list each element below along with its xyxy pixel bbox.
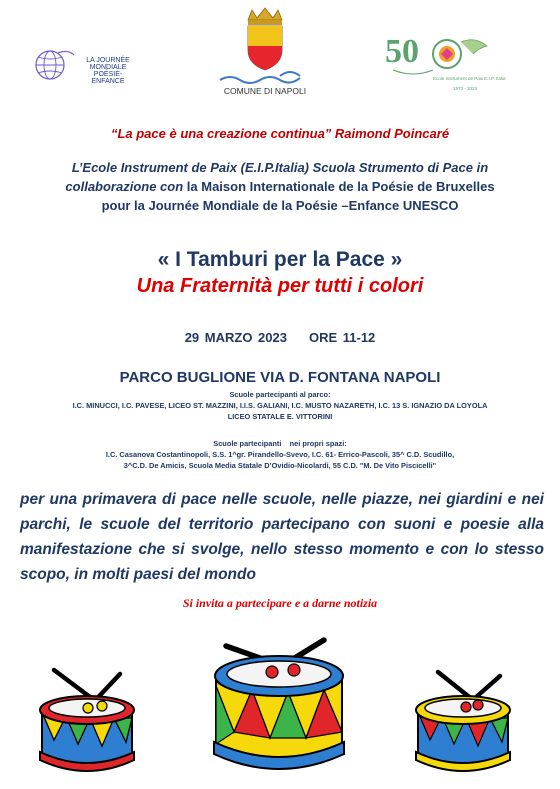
date-time (0, 330, 560, 345)
schools-park-label: Scuole partecipanti al parco: (229, 390, 331, 399)
comune-napoli-logo (210, 6, 320, 98)
blue-drum-icon (204, 634, 354, 784)
schools-park-list: I.C. MINUCCI, I.C. PAVESE, LICEO ST. MAZZINI, I.I.S. GALIANI, I.C. MUSTO NAZARETH, I.C. 13 S. IGNAZIO DA LOYOLA (72, 401, 488, 410)
quote (0, 126, 560, 141)
eip-anniversary-logo-icon (383, 24, 506, 96)
journee-logo-text (78, 57, 138, 85)
schools-own-list: 3^C.D. De Amicis, Scuola Media Statale D’Ovidio-Nicolardi, 55 C.D. "M. De Vito Piscicelli" (123, 461, 437, 470)
eip-50-logo (383, 24, 506, 96)
yellow-drum-icon (408, 668, 518, 780)
event-subtitle: Una Fraternità per tutti i colori (136, 275, 424, 297)
quote-text: “La pace è una creazione continua” (110, 126, 332, 141)
event-title: « I Tamburi per la Pace » (157, 248, 403, 271)
event-time: ORE 11-12 (308, 330, 376, 345)
logo-line: MONDIALE (89, 64, 127, 71)
intro-line-1 (0, 160, 560, 175)
logo-line: LA JOURNÉE (86, 57, 130, 64)
globe-logo-icon (28, 45, 78, 85)
intro-line-1-text: L’Ecole Instrument de Paix (E.I.P.Italia) Scuola Strumento di Pace in (71, 160, 489, 175)
comune-napoli-caption: COMUNE DI NAPOLI (223, 86, 307, 96)
event-date: 29 MARZO 2023 (184, 330, 287, 345)
schools-park-list: LICEO STATALE E. VITTORINI (227, 412, 333, 421)
event-message: per una primavera di pace nelle scuole, nelle piazze, nei giardini e nei parchi, le scuole del territorio partecipano con suoni e poesie alla manifestazione che si svolge, nello stesso momento e con lo stesso scopo, in molti paesi del mondo (20, 491, 544, 583)
intro-line-2-italic: collaborazione con (65, 179, 184, 194)
eip-logo-years: 1973 - 2023 (453, 86, 478, 91)
event-venue: PARCO BUGLIONE VIA D. FONTANA NAPOLI (119, 369, 441, 386)
anniversary-number: 50 (385, 33, 419, 70)
intro-line-2 (0, 179, 560, 194)
schools-own-list: I.C. Casanova Costantinopoli, S.S. 1^gr. Pirandello-Svevo, I.C. 61- Errico-Pascoli, 35^ C.D. Scudillo, (105, 450, 455, 459)
intro-line-2-text: la Maison Internationale de la Poésie de Bruxelles (183, 179, 495, 194)
quote-author: Raimond Poincaré (331, 126, 450, 141)
logo-line: POÉSIE-ENFANCE (91, 71, 125, 85)
red-drum-icon (32, 668, 142, 780)
naples-coat-of-arms-icon (210, 6, 320, 86)
schools-own-label: Scuole partecipanti nei propri spazi: (213, 439, 347, 448)
journee-poesie-logo (28, 45, 148, 85)
eip-logo-text: Ecole Instrument de Paix E.I.P. Italia (433, 76, 506, 81)
invite-text: Si invita a partecipare e a darne notizia (182, 596, 378, 610)
intro-line-3: pour la Journée Mondiale de la Poésie –Enfance UNESCO (101, 198, 459, 213)
